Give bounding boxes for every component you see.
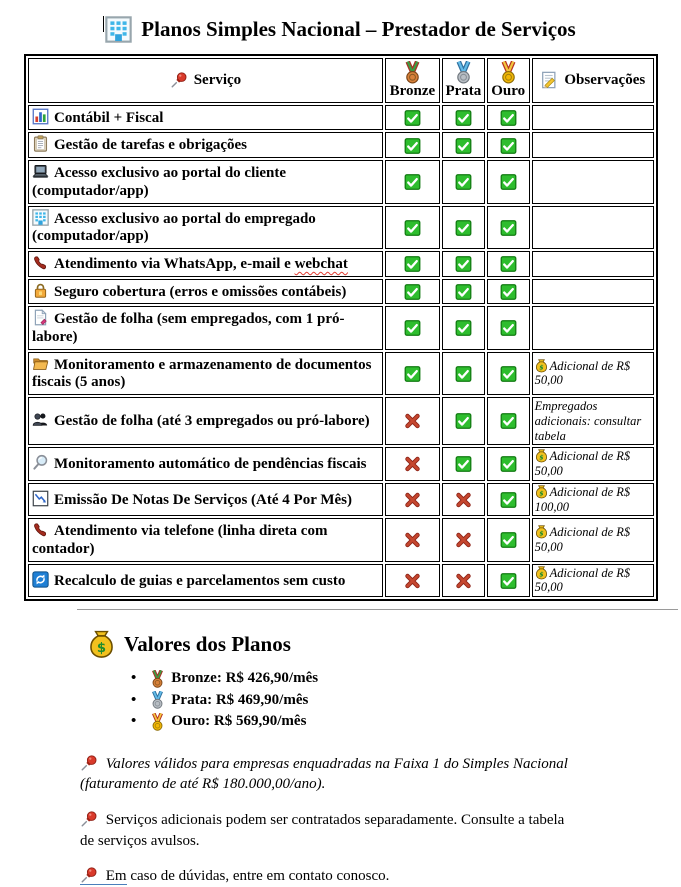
note-text: Valores válidos para empresas enquadradas na Faixa 1 do Simples Nacional (faturamento de até R$ 180.000,00/ano).	[80, 755, 568, 793]
service-cell	[28, 279, 383, 305]
cross-mark-icon	[455, 491, 472, 508]
note-paragraph: Em caso de dúvidas, entre em contato conosco.	[80, 866, 580, 887]
check-mark-icon	[404, 173, 421, 190]
money-bag-icon	[535, 359, 550, 373]
service-cell	[28, 564, 383, 598]
prata-cell	[442, 306, 485, 349]
bronze-cell	[385, 518, 440, 561]
memo-icon	[540, 71, 558, 89]
money-bag-icon	[535, 449, 550, 463]
check-mark-icon	[500, 173, 517, 190]
observations-cell	[532, 447, 654, 481]
service-label: Gestão de folha (até 3 empregados ou pró-labore)	[54, 413, 370, 430]
check-mark-icon	[455, 455, 472, 472]
ouro-cell	[487, 251, 530, 277]
prata-cell	[442, 206, 485, 249]
bar-chart-icon	[32, 110, 49, 126]
table-row	[28, 132, 654, 158]
table-row	[28, 279, 654, 305]
table-row	[28, 564, 654, 598]
prata-cell	[442, 279, 485, 305]
observation-text: Adicional de R$ 50,00	[534, 358, 631, 388]
plan-price-text: Bronze: R$ 426,90/mês	[171, 670, 319, 687]
svg-text:$: $	[538, 571, 544, 579]
observations-cell	[532, 251, 654, 277]
service-label: Gestão de folha (sem empregados, com 1 pró-labore)	[32, 311, 345, 345]
service-header-label: Serviço	[193, 71, 242, 88]
cross-mark-icon	[455, 531, 472, 548]
check-mark-icon	[500, 364, 517, 381]
note-paragraph	[80, 810, 580, 851]
service-label: Seguro cobertura (erros e omissões contábeis)	[54, 283, 347, 300]
table-row	[28, 105, 654, 131]
text-cursor	[103, 16, 104, 32]
svg-text:$: $	[538, 490, 544, 498]
observations-cell	[532, 352, 654, 395]
check-mark-icon	[500, 531, 517, 548]
check-mark-icon	[455, 255, 472, 272]
check-mark-icon	[500, 255, 517, 272]
observations-cell	[532, 132, 654, 158]
ouro-cell	[487, 518, 530, 561]
contact-link[interactable]: Em	[80, 868, 127, 885]
check-mark-icon	[500, 109, 517, 126]
service-cell	[28, 132, 383, 158]
ouro-cell	[487, 206, 530, 249]
bronze-cell	[385, 564, 440, 598]
lock-icon	[32, 284, 49, 300]
observations-header-label: Observações	[564, 71, 646, 88]
pushpin-icon	[80, 812, 102, 828]
ouro-cell	[487, 279, 530, 305]
service-label: Emissão De Notas De Serviços (Até 4 Por Mês)	[54, 491, 352, 508]
prata-cell	[442, 132, 485, 158]
prata-column-header	[442, 58, 485, 103]
prata-cell	[442, 447, 485, 481]
check-mark-icon	[500, 282, 517, 299]
money-bag-icon	[535, 566, 550, 580]
laptop-icon	[32, 165, 49, 181]
gold-medal-icon	[150, 713, 165, 731]
prata-cell	[442, 397, 485, 445]
ouro-cell	[487, 397, 530, 445]
check-mark-icon	[404, 109, 421, 126]
bullet-dot: •	[131, 713, 137, 730]
service-label: Acesso exclusivo ao portal do empregado (computador/app)	[32, 210, 316, 245]
check-mark-icon	[455, 136, 472, 153]
people-icon	[32, 413, 49, 429]
table-row	[28, 352, 654, 395]
office-building-icon	[32, 211, 49, 227]
horizontal-rule	[77, 609, 678, 610]
svg-text:$: $	[538, 364, 544, 372]
ouro-cell	[487, 306, 530, 349]
check-mark-icon	[404, 282, 421, 299]
table-row	[28, 397, 654, 445]
bronze-cell	[385, 206, 440, 249]
service-label: Monitoramento automático de pendências fiscais	[54, 456, 367, 473]
check-mark-icon	[500, 412, 517, 429]
observation-text: Adicional de R$ 50,00	[534, 565, 631, 595]
check-mark-icon	[500, 571, 517, 588]
prata-header-label: Prata	[445, 83, 482, 99]
check-mark-icon	[404, 136, 421, 153]
check-mark-icon	[500, 319, 517, 336]
table-row	[28, 518, 654, 561]
cross-mark-icon	[404, 531, 421, 548]
note-text: Serviços adicionais podem ser contratados separadamente. Consulte a tabela de serviços avulsos.	[80, 812, 565, 849]
service-cell	[28, 206, 383, 249]
bronze-cell	[385, 132, 440, 158]
price-list-item	[131, 712, 681, 732]
document-page	[0, 16, 681, 885]
check-mark-icon	[455, 364, 472, 381]
table-row	[28, 160, 654, 203]
prata-cell	[442, 564, 485, 598]
ouro-cell	[487, 352, 530, 395]
ouro-cell	[487, 105, 530, 131]
bullet-dot: •	[131, 670, 137, 687]
cross-mark-icon	[404, 455, 421, 472]
check-mark-icon	[455, 173, 472, 190]
ouro-cell	[487, 564, 530, 598]
cross-mark-icon	[404, 491, 421, 508]
check-mark-icon	[404, 255, 421, 272]
observations-cell	[532, 160, 654, 203]
pushpin-icon	[80, 756, 102, 772]
bullet-dot: •	[131, 691, 137, 708]
cross-mark-icon	[404, 412, 421, 429]
service-label: Acesso exclusivo ao portal do cliente (computador/app)	[32, 165, 287, 199]
service-column-header	[28, 58, 383, 103]
observations-cell	[532, 206, 654, 249]
money-bag-icon	[535, 485, 550, 499]
bronze-cell	[385, 352, 440, 395]
page-title-text: Planos Simples Nacional – Prestador de Serviços	[141, 17, 576, 41]
check-mark-icon	[500, 136, 517, 153]
ouro-cell	[487, 447, 530, 481]
service-cell	[28, 105, 383, 131]
check-mark-icon	[455, 282, 472, 299]
observation-text: Adicional de R$ 100,00	[534, 484, 631, 514]
folder-icon	[32, 357, 49, 373]
plan-name: Prata	[171, 691, 208, 708]
check-mark-icon	[455, 319, 472, 336]
ouro-cell	[487, 132, 530, 158]
observation-text: Adicional de R$ 50,00	[534, 449, 631, 478]
money-bag-icon	[535, 525, 550, 539]
service-label: Recalculo de guias e parcelamentos sem custo	[54, 572, 346, 589]
prata-cell	[442, 518, 485, 561]
magnifier-icon	[32, 456, 49, 472]
bronze-header-label: Bronze	[389, 83, 436, 99]
bronze-medal-icon	[150, 670, 165, 688]
pushpin-icon	[80, 868, 102, 884]
service-cell	[28, 518, 383, 561]
plan-price-text: Ouro: R$ 569,90/mês	[171, 713, 307, 730]
plan-price-text: Prata: R$ 469,90/mês	[171, 691, 309, 708]
bronze-cell	[385, 306, 440, 349]
service-label: Monitoramento e armazenamento de documentos fiscais (5 anos)	[32, 356, 372, 391]
silver-medal-icon	[454, 61, 473, 84]
check-mark-icon	[404, 364, 421, 381]
check-mark-icon	[500, 218, 517, 235]
table-header-row	[28, 58, 654, 103]
bronze-cell	[385, 251, 440, 277]
silver-medal-icon	[150, 691, 165, 709]
prata-cell	[442, 160, 485, 203]
bronze-medal-icon	[403, 61, 422, 84]
bronze-cell	[385, 279, 440, 305]
ouro-cell	[487, 160, 530, 203]
observations-cell	[532, 105, 654, 131]
ouro-column-header	[487, 58, 530, 103]
chart-down-icon	[32, 492, 49, 508]
spellcheck-word: webchat	[294, 255, 348, 272]
services-table	[24, 54, 658, 601]
service-cell	[28, 160, 383, 203]
bronze-cell	[385, 447, 440, 481]
service-label: Atendimento via telefone (linha direta com contador)	[32, 523, 328, 557]
check-mark-icon	[455, 109, 472, 126]
observations-cell	[532, 564, 654, 598]
telephone-icon	[32, 523, 49, 539]
check-mark-icon	[404, 319, 421, 336]
check-mark-icon	[500, 455, 517, 472]
price-list-item	[131, 669, 681, 689]
service-label: Contábil + Fiscal	[54, 109, 164, 126]
observations-cell	[532, 397, 654, 445]
table-row	[28, 206, 654, 249]
plan-name: Ouro	[171, 713, 206, 730]
plan-name: Bronze	[171, 670, 217, 687]
service-cell	[28, 306, 383, 349]
check-mark-icon	[455, 218, 472, 235]
svg-text:$: $	[538, 530, 544, 538]
notes-section	[0, 754, 681, 887]
svg-text:$: $	[96, 640, 107, 656]
money-bag-icon	[88, 630, 115, 659]
pushpin-icon	[170, 71, 188, 89]
observations-column-header	[532, 58, 654, 103]
observations-cell	[532, 518, 654, 561]
prata-cell	[442, 483, 485, 517]
service-cell	[28, 352, 383, 395]
observations-cell	[532, 306, 654, 349]
office-building-icon	[105, 16, 132, 43]
note-paragraph	[80, 754, 580, 795]
refresh-icon	[32, 573, 49, 589]
check-mark-icon	[500, 491, 517, 508]
service-label: Gestão de tarefas e obrigações	[54, 137, 248, 154]
table-row	[28, 483, 654, 517]
bronze-cell	[385, 483, 440, 517]
ouro-header-label: Ouro	[491, 83, 526, 99]
svg-text:$: $	[538, 454, 544, 462]
service-cell	[28, 447, 383, 481]
cross-mark-icon	[404, 571, 421, 588]
service-cell	[28, 251, 383, 277]
prata-cell	[442, 251, 485, 277]
observation-text: Adicional de R$ 50,00	[534, 525, 631, 554]
service-cell	[28, 397, 383, 445]
cross-mark-icon	[455, 571, 472, 588]
prata-cell	[442, 105, 485, 131]
bronze-column-header	[385, 58, 440, 103]
service-cell	[28, 483, 383, 517]
pricing-heading	[88, 630, 681, 659]
service-label: Atendimento via WhatsApp, e-mail e webchat	[54, 255, 348, 272]
services-table-body	[28, 105, 654, 597]
clipboard-icon	[32, 137, 49, 153]
page-pencil-icon	[32, 311, 49, 327]
bronze-cell	[385, 397, 440, 445]
check-mark-icon	[455, 412, 472, 429]
price-list-item	[131, 691, 681, 711]
observations-cell	[532, 279, 654, 305]
price-list	[0, 669, 681, 732]
ouro-cell	[487, 483, 530, 517]
prata-cell	[442, 352, 485, 395]
check-mark-icon	[404, 218, 421, 235]
table-row	[28, 251, 654, 277]
observation-text: Empregados adicionais: consultar tabela	[534, 399, 642, 443]
pricing-heading-text: Valores dos Planos	[124, 632, 291, 657]
table-row	[28, 447, 654, 481]
bronze-cell	[385, 105, 440, 131]
table-row	[28, 306, 654, 349]
gold-medal-icon	[499, 61, 518, 84]
bronze-cell	[385, 160, 440, 203]
telephone-icon	[32, 256, 49, 272]
observations-cell	[532, 483, 654, 517]
